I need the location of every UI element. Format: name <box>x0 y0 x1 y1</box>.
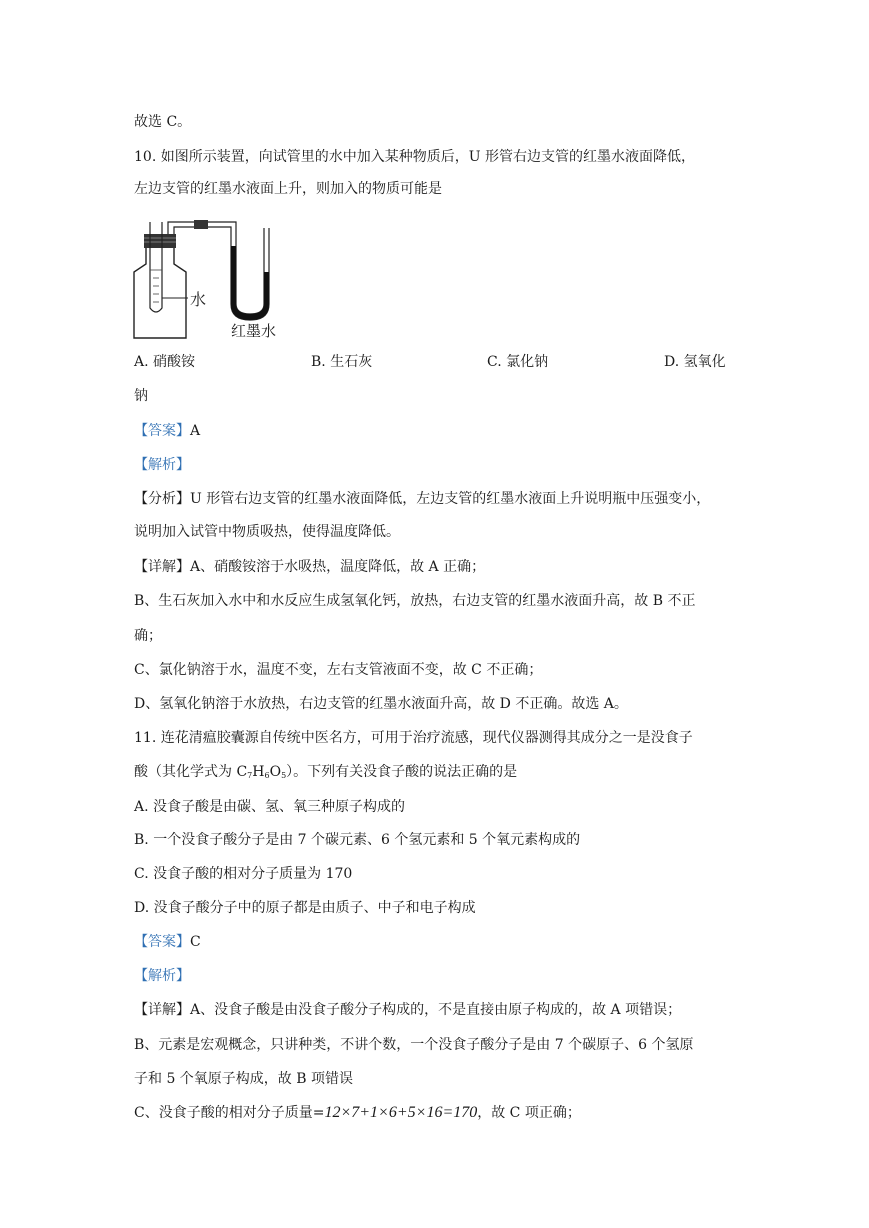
detail-text: ，故 C 项正确； <box>477 1105 581 1121</box>
answer-value: A <box>190 423 201 439</box>
formula-post: ）。下列有关没食子酸的说法正确的是 <box>286 764 518 780</box>
apparatus-figure <box>128 212 298 340</box>
question-11-stem-cont <box>134 762 517 786</box>
bottle-outline <box>134 246 186 338</box>
water-label: 水 <box>190 290 207 309</box>
text-line: 故选 C。 <box>134 114 192 130</box>
analysis-heading: 【解析】 <box>134 968 190 984</box>
option-d: D. 氢氧化 <box>664 354 726 370</box>
option-b: B. 一个没食子酸分子是由 7 个碳元素、6 个氢元素和 5 个氧元素构成的 <box>134 832 581 848</box>
detail-text: A、硝酸铵溶于水吸热，温度降低，故 A 正确； <box>190 559 486 575</box>
detail-line: B、元素是宏观概念，只讲种类，不讲个数，一个没食子酸分子是由 7 个碳原子、6 个氢原 <box>134 1037 694 1053</box>
detail-text: A、没食子酸是由没食子酸分子构成的，不是直接由原子构成的，故 A 项错误； <box>190 1002 682 1018</box>
answer-tag: 【答案】 <box>134 423 190 439</box>
math-expression: 12×7+1×6+5×16=170 <box>324 1104 478 1121</box>
detail-line: 子和 5 个氧原子构成，故 B 项错误 <box>134 1071 353 1087</box>
detail-line: D、氢氧化钠溶于水放热，右边支管的红墨水液面升高，故 D 不正确。故选 A。 <box>134 696 628 712</box>
formula-sub: 5 <box>281 771 287 780</box>
answer-tag: 【答案】 <box>134 934 190 950</box>
rubber-stopper <box>144 234 176 248</box>
tube-connector <box>194 220 208 229</box>
detail-line: C、氯化钠溶于水，温度不变，左右支管液面不变，故 C 不正确； <box>134 662 543 678</box>
option-c: C. 没食子酸的相对分子质量为 170 <box>134 866 353 882</box>
option-d: D. 没食子酸分子中的原子都是由质子、中子和电子构成 <box>134 900 476 916</box>
detail-text: C、没食子酸的相对分子质量= <box>134 1105 325 1121</box>
answer-10 <box>134 421 200 441</box>
formula-o: O <box>269 764 282 780</box>
detail-line: 确； <box>134 628 162 644</box>
option-b: B. 生石灰 <box>311 354 373 370</box>
detail-tag: 【详解】 <box>134 1002 190 1018</box>
answer-11 <box>134 932 201 952</box>
question-10-stem-cont: 左边支管的红墨水液面上升，则加入的物质可能是 <box>134 181 442 197</box>
detail-line <box>134 557 485 577</box>
option-c: C. 氯化钠 <box>487 354 549 370</box>
detail-line <box>134 1103 581 1123</box>
fenxi-tag: 【分析】 <box>134 491 190 507</box>
analysis-line: 说明加入试管中物质吸热，使得温度降低。 <box>134 524 400 540</box>
option-a: A. 没食子酸是由碳、氢、氧三种原子构成的 <box>134 799 406 815</box>
option-d-cont: 钠 <box>134 388 148 404</box>
formula-sub: 7 <box>247 771 253 780</box>
analysis-line <box>134 489 710 509</box>
formula-sub: 6 <box>264 771 270 780</box>
analysis-heading: 【解析】 <box>134 457 190 473</box>
water-dashes <box>153 278 159 302</box>
red-ink-label: 红墨水 <box>231 322 277 340</box>
answer-value: C <box>190 934 201 950</box>
detail-tag: 【详解】 <box>134 559 190 575</box>
formula-h: H <box>252 764 265 780</box>
formula-pre: 酸（其化学式为 C <box>134 764 248 780</box>
fenxi-text: U 形管右边支管的红墨水液面降低，左边支管的红墨水液面上升说明瓶中压强变小， <box>190 491 711 507</box>
detail-line: B、生石灰加入水中和水反应生成氢氧化钙，放热，右边支管的红墨水液面升高，故 B 不正 <box>134 593 696 609</box>
red-ink <box>231 246 269 320</box>
option-a: A. 硝酸铵 <box>134 354 196 370</box>
u-tube-inner <box>236 228 264 314</box>
detail-line <box>134 1000 681 1020</box>
question-10-stem: 10. 如图所示装置，向试管里的水中加入某种物质后，U 形管右边支管的红墨水液面降低， <box>134 149 695 165</box>
question-11-stem: 11. 连花清瘟胶囊源自传统中医名方，可用于治疗流感，现代仪器测得其成分之一是没食子 <box>134 730 693 746</box>
